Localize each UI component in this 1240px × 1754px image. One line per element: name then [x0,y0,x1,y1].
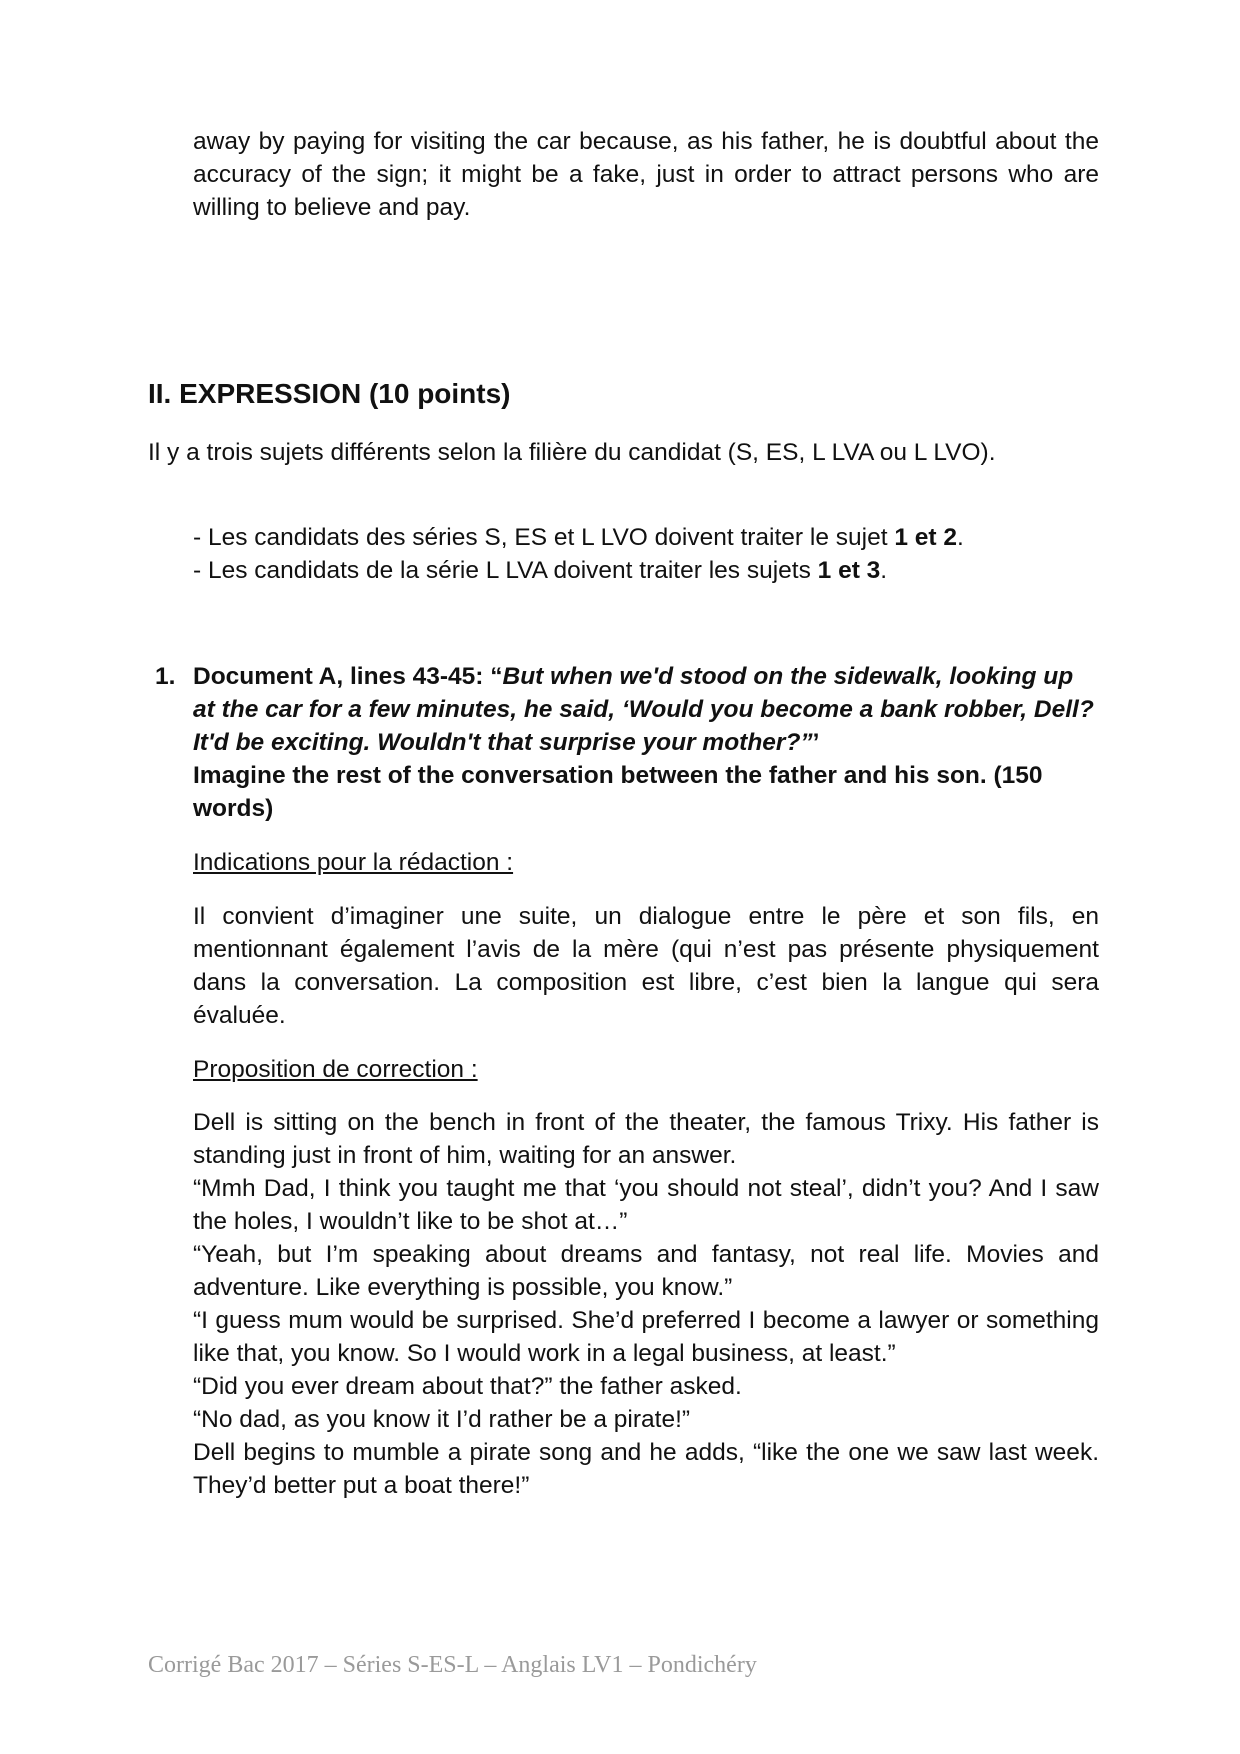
list-item-end: . [956,524,964,551]
list-item-bold: 1 et 2 [894,524,957,551]
proposition-label: Proposition de correction : [193,1056,478,1083]
proposition-dialogue [193,1106,1099,1502]
indications-text: Il convient d’imaginer une suite, un dialogue entre le père et son fils, en mentionnant également l’avis de la mère (qui n’est pas présente physiquement dans la conversation. La composition est libre, c’est bien la langue qui sera évaluée. [193,903,1099,1029]
dialogue-line: “Yeah, but I’m speaking about dreams and fantasy, not real life. Movies and adventure. Like everything is possible, you know.” [193,1241,1099,1301]
question-quote-close: ’ [812,729,820,756]
dialogue-line: “I guess mum would be surprised. She’d preferred I become a lawyer or something like that, you know. So I would work in a legal business, at least.” [193,1307,1099,1367]
list-item [193,521,964,554]
indications-label: Indications pour la rédaction : [193,849,514,876]
list-item-text: - Les candidats des séries S, ES et L LVO doivent traiter le sujet [193,524,895,551]
list-item-end: . [880,557,888,584]
list-item-text: - Les candidats de la série L LVA doivent traiter les sujets [193,557,818,584]
question-text [193,660,1099,825]
section-subtitle: Il y a trois sujets différents selon la filière du candidat (S, ES, L LVA ou L LVO). [148,439,996,466]
question-quote: But when we'd stood on the sidewalk, looking up at the car for a few minutes, he said, ‘Would you become a bank robber, Dell? It'd be exciting. Wouldn't that surprise your mother?” [193,663,1094,756]
dialogue-line: “No dad, as you know it I’d rather be a pirate!” [193,1406,691,1433]
dialogue-line: “Mmh Dad, I think you taught me that ‘you should not steal’, didn’t you? And I saw the holes, I wouldn’t like to be shot at…” [193,1175,1099,1235]
dialogue-line: Dell is sitting on the bench in front of the theater, the famous Trixy. His father is standing just in front of him, waiting for an answer. [193,1109,1099,1169]
instruction-list [193,521,964,587]
list-item [193,554,964,587]
question-instruction: Imagine the rest of the conversation between the father and his son. (150 words) [193,762,1043,822]
dialogue-line: “Did you ever dream about that?” the father asked. [193,1373,742,1400]
intro-paragraph: away by paying for visiting the car because, as his father, he is doubtful about the accuracy of the sign; it might be a fake, just in order to attract persons who are willing to believe and pay. [193,128,1099,221]
page-footer: Corrigé Bac 2017 – Séries S-ES-L – Anglais LV1 – Pondichéry [148,1652,757,1678]
question-intro: Document A, lines 43-45: “ [193,663,503,690]
question-number: 1. [155,663,176,690]
dialogue-line: Dell begins to mumble a pirate song and he adds, “like the one we saw last week. They’d better put a boat there!” [193,1439,1099,1499]
section-heading: II. EXPRESSION (10 points) [148,378,511,409]
list-item-bold: 1 et 3 [817,557,881,584]
